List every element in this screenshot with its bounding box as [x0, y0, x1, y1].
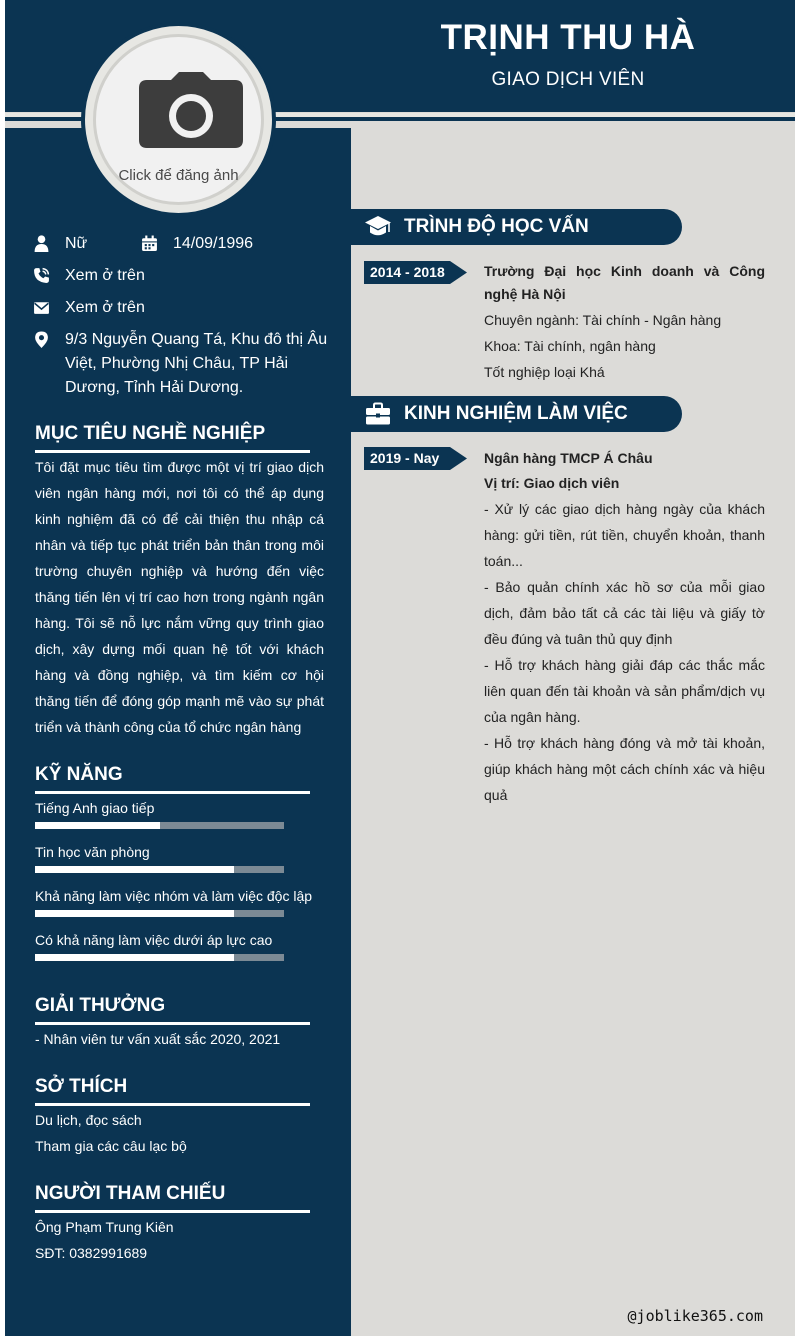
education-period-tag: [364, 261, 469, 284]
candidate-role: GIAO DỊCH VIÊN: [491, 69, 645, 90]
experience-header: [351, 396, 682, 432]
address-value: 9/3 Nguyễn Quang Tá, Khu đô thị Âu Việt, Phường Nhị Châu, TP Hải Dương, Tỉnh Hải Dương.: [65, 331, 328, 396]
phone-icon: [33, 267, 50, 284]
email-value: Xem ở trên: [65, 299, 145, 316]
experience-position: Vị trí: Giao dịch viên: [484, 475, 620, 491]
cv-page: [5, 0, 795, 1336]
hobbies-title: SỞ THÍCH: [35, 1076, 310, 1106]
experience-company: Ngân hàng TMCP Á Châu: [484, 450, 653, 466]
awards-title: GIẢI THƯỞNG: [35, 995, 310, 1025]
skill-level-bar: [35, 910, 284, 917]
education-faculty: Khoa: Tài chính, ngân hàng: [484, 338, 656, 354]
skill-name: Tiếng Anh giao tiếp: [35, 800, 155, 816]
award-item: - Nhân viên tư vấn xuất sắc 2020, 2021: [35, 1031, 281, 1047]
calendar-icon: [141, 235, 158, 252]
experience-duty: - Hỗ trợ khách hàng giải đáp các thắc mắc liên quan đến tài khoản và sản phẩm/dịch vụ của ngân hàng.: [484, 657, 765, 725]
person-icon: [33, 235, 50, 252]
avatar[interactable]: [81, 22, 276, 217]
experience-duty: - Bảo quản chính xác hồ sơ của mỗi giao dịch, đảm bảo tất cả các tài liệu và giấy tờ đều đúng và tuân thủ quy định: [484, 579, 765, 647]
experience-duty: - Hỗ trợ khách hàng đóng và mở tài khoản, giúp khách hàng một cách chính xác và hiệu quả: [484, 735, 765, 803]
dob-row: [141, 232, 253, 256]
reference-phone: SĐT: 0382991689: [35, 1245, 148, 1261]
skill-name: Có khả năng làm việc dưới áp lực cao: [35, 932, 273, 948]
skill-name: Khả năng làm việc nhóm và làm việc độc lập: [35, 888, 313, 904]
education-title: TRÌNH ĐỘ HỌC VẤN: [404, 216, 589, 237]
education-major: Chuyên ngành: Tài chính - Ngân hàng: [484, 312, 722, 328]
reference-name: Ông Phạm Trung Kiên: [35, 1219, 174, 1235]
hobby-item: Du lịch, đọc sách: [35, 1112, 142, 1128]
candidate-name: TRỊNH THU HÀ: [440, 18, 696, 57]
education-header: [351, 209, 682, 245]
skill-level-fill: [35, 954, 234, 961]
dob-value: 14/09/1996: [173, 235, 254, 252]
camera-icon: [139, 72, 243, 148]
hobby-item: Tham gia các câu lạc bộ: [35, 1138, 187, 1154]
gender-value: Nữ: [65, 235, 88, 252]
phone-row: [33, 264, 145, 288]
experience-period: 2019 - Nay: [370, 450, 440, 466]
gender-row: [33, 232, 87, 256]
references-title: NGƯỜI THAM CHIẾU: [35, 1183, 310, 1213]
skill-level-fill: [35, 910, 234, 917]
skill-level-fill: [35, 822, 160, 829]
skill-level-fill: [35, 866, 234, 873]
location-pin-icon: [33, 331, 50, 348]
phone-value: Xem ở trên: [65, 267, 145, 284]
objective-title: MỤC TIÊU NGHỀ NGHIỆP: [35, 423, 310, 453]
education-grade: Tốt nghiệp loại Khá: [484, 364, 605, 380]
briefcase-icon: [365, 402, 391, 426]
envelope-icon: [33, 299, 50, 316]
experience-period-tag: [364, 447, 469, 470]
objective-text: Tôi đặt mục tiêu tìm được một vị trí giao dịch viên ngân hàng mới, nơi tôi có thể áp dụng kinh nghiệm đã có để cải thiện thu nhập cá nhân và tiếp tục phát triển bản thân trong môi trường chuyên nghiệp và hướng đến việc thăng tiến lên vị trí cao hơn trong ngành ngân hàng. Tôi sẽ nỗ lực nắm vững quy trình giao dịch, xây dựng mối quan hệ tốt với khách hàng và đồng nghiệp, và tìm kiếm cơ hội thăng tiến để đóng góp mạnh mẽ vào sự phát triển và thành công của tổ chức ngân hàng: [35, 459, 324, 735]
email-row: [33, 296, 145, 320]
education-period: 2014 - 2018: [370, 264, 445, 280]
education-school: Trường Đại học Kinh doanh và Công nghệ Hà Nội: [484, 263, 765, 302]
experience-title: KINH NGHIỆM LÀM VIỆC: [404, 403, 628, 424]
experience-duty: - Xử lý các giao dịch hàng ngày của khách hàng: gửi tiền, rút tiền, chuyển khoản, thanh toán...: [484, 501, 765, 569]
avatar-placeholder[interactable]: [93, 34, 264, 205]
graduation-cap-icon: [365, 215, 391, 239]
footer-credit: @joblike365.com: [627, 1307, 763, 1325]
skills-title: KỸ NĂNG: [35, 764, 310, 794]
skill-name: Tin học văn phòng: [35, 844, 150, 860]
upload-photo-label[interactable]: Click để đăng ảnh: [118, 167, 239, 184]
skill-level-bar: [35, 954, 284, 961]
skill-level-bar: [35, 866, 284, 873]
skill-level-bar: [35, 822, 284, 829]
address-row: [33, 328, 338, 400]
